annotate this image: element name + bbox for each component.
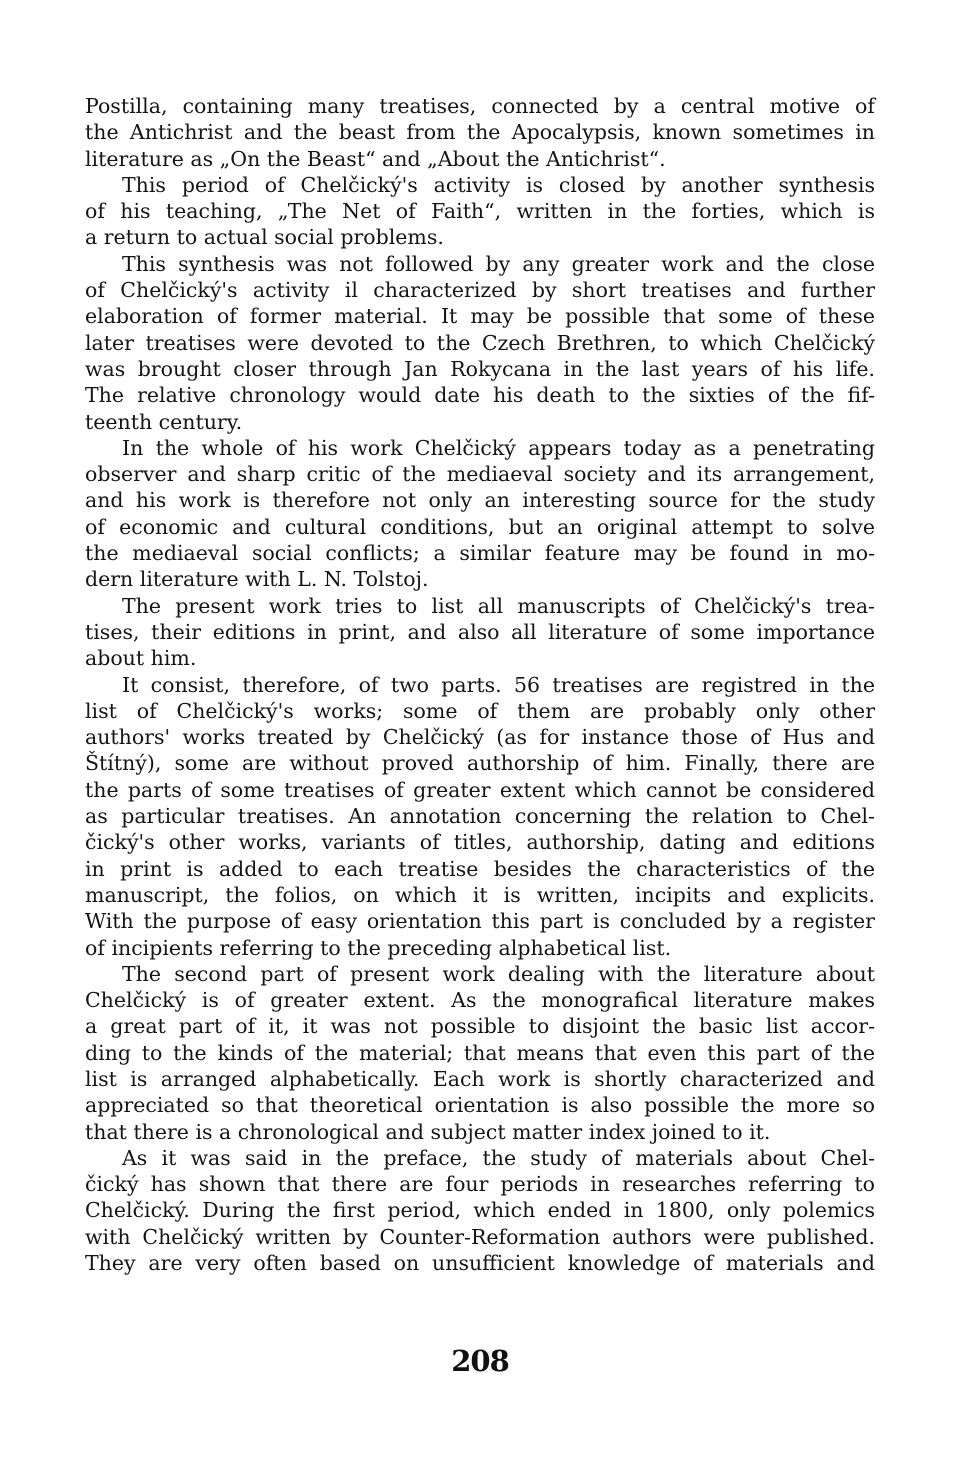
text-line: as particular treatises. An annotation concerning the relation to Chel- [85,804,875,829]
text-line: Štítný), some are without proved authorship of him. Finally, there are [85,751,875,776]
text-line: In the whole of his work Chelčický appears today as a penetrating [122,435,875,460]
text-line: tises, their editions in print, and also all literature of some importance [85,619,875,644]
text-line: that there is a chronological and subject matter index joined to it. [85,1119,771,1144]
text-line: The present work tries to list all manuscripts of Chelčický's trea- [122,593,875,618]
text-line: in print is added to each treatise besides the characteristics of the [85,856,875,881]
text-line: They are very often based on unsufficient knowledge of materials and [85,1251,875,1276]
text-line: It consist, therefore, of two parts. 56 treatises are registred in the [122,672,875,697]
text-line: The relative chronology would date his death to the sixties of the fif- [85,383,875,408]
text-line: čický's other works, variants of titles, authorship, dating and editions [85,830,875,855]
text-line: čický has shown that there are four periods in researches referring to [85,1172,875,1197]
text-line: was brought closer through Jan Rokycana in the last years of his life. [85,356,875,381]
text-line: list is arranged alphabetically. Each work is shortly characterized and [85,1066,875,1091]
text-line: of incipients referring to the preceding alphabetical list. [85,935,672,960]
text-line: observer and sharp critic of the mediaeval society and its arrangement, [85,462,875,487]
text-line: teenth century. [85,409,243,434]
text-line: manuscript, the folios, on which it is written, incipits and explicits. [85,882,875,907]
text-line: the Antichrist and the beast from the Apocalypsis, known sometimes in [85,120,875,145]
text-line: elaboration of former material. It may be possible that some of these [85,304,875,329]
text-line: of his teaching, „The Net of Faith“, written in the forties, which is [85,199,875,224]
text-line: literature as „On the Beast“ and „About the Antichrist“. [85,146,666,171]
text-line: Chelčický. During the first period, which ended in 1800, only polemics [85,1198,875,1223]
text-line: dern literature with L. N. Tolstoj. [85,567,429,592]
text-line: with Chelčický written by Counter-Reformation authors were published. [85,1224,875,1249]
text-line: The second part of present work dealing with the literature about [122,961,875,986]
text-line: authors' works treated by Chelčický (as for instance those of Hus and [85,725,875,750]
text-line: This synthesis was not followed by any greater work and the close [122,251,875,276]
text-line: With the purpose of easy orientation this part is concluded by a register [85,909,875,934]
text-line: This period of Chelčický's activity is closed by another synthesis [122,172,875,197]
text-line: the mediaeval social conflicts; a similar feature may be found in mo- [85,541,875,566]
text-line: appreciated so that theoretical orientation is also possible the more so [85,1093,875,1118]
text-line: a return to actual social problems. [85,225,444,250]
text-line: Chelčický is of greater extent. As the monografical literature makes [85,988,875,1013]
text-line: of Chelčický's activity il characterized by short treatises and further [85,278,875,303]
page-number: 208 [451,1344,509,1378]
text-line: about him. [85,646,197,671]
text-line: As it was said in the preface, the study of materials about Chel- [122,1145,875,1170]
text-line: ding to the kinds of the material; that means that even this part of the [85,1040,875,1065]
text-line: the parts of some treatises of greater extent which cannot be considered [85,777,875,802]
text-line: Postilla, containing many treatises, connected by a central motive of [85,94,875,118]
text-line: a great part of it, it was not possible to disjoint the basic list accor- [85,1014,875,1039]
text-line: list of Chelčický's works; some of them are probably only other [85,698,875,723]
body-text [85,93,875,1276]
text-line: and his work is therefore not only an interesting source for the study [85,488,875,513]
text-line: of economic and cultural conditions, but an original attempt to solve [85,514,875,539]
text-line: later treatises were devoted to the Czech Brethren, to which Chelčický [85,330,875,355]
